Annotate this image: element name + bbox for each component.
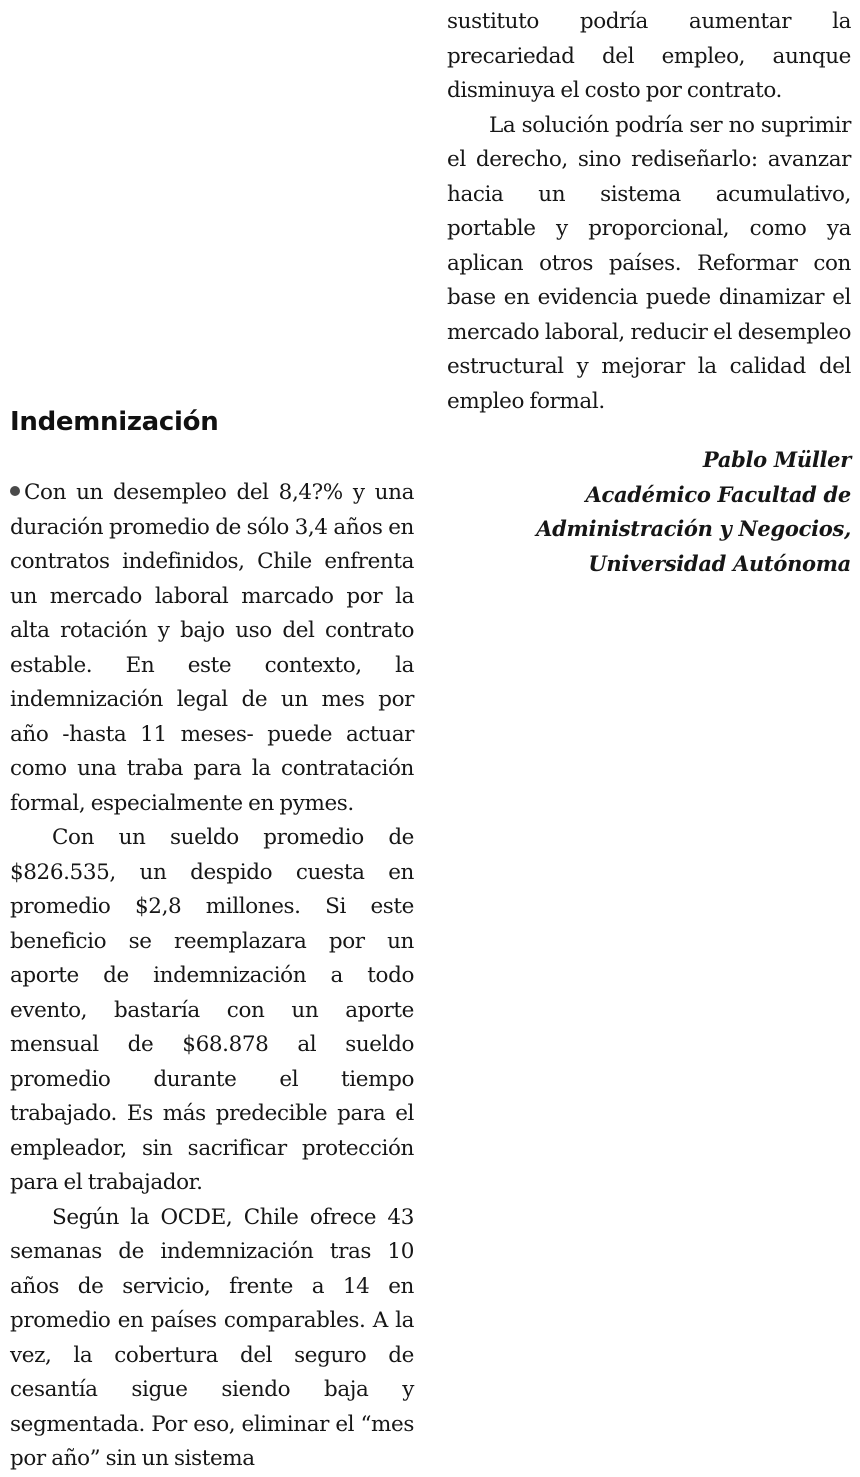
author-role-line-2: Administración y Negocios,	[536, 516, 851, 541]
author-name: Pablo Müller	[702, 447, 851, 472]
author-role-line-1: Académico Facultad de	[585, 481, 851, 507]
paragraph-5: La solución podría ser no suprimir el derecho, sino rediseñarlo: avanzar hacia un sistema acumulativo, portable y proporcional, como ya aplican otros países. Reformar con base en evidencia puede dinamizar el mercado laboral, reducir el desempleo estructural y mejorar la calidad del empleo formal.	[447, 112, 851, 414]
paragraph-1-text: Con un desempleo del 8,4?% y una duración promedio de sólo 3,4 años en contratos indefinidos, Chile enfrenta un mercado laboral marcado por la alta rotación y bajo uso del contrato estable. En este contexto, la indemnización legal de un mes por año -hasta 11 meses- puede actuar como una traba para la contratación formal, especialmente en pymes.	[10, 480, 414, 816]
left-body	[10, 476, 414, 1477]
article-heading: Indemnización	[10, 407, 219, 437]
paragraph-1	[10, 476, 414, 821]
author-institution: Universidad Autónoma	[588, 550, 851, 576]
bullet-icon	[10, 486, 20, 496]
paragraph-2: Con un sueldo promedio de $826.535, un despido cuesta en promedio $2,8 millones. Si este beneficio se reemplazara por un aporte de indemnización a todo evento, bastaría con un aporte mensual de $68.878 al sueldo promedio durante el tiempo trabajado. Es más predecible para el empleador, sin sacrificar protección para el trabajador.	[10, 825, 414, 1195]
author-signature	[536, 443, 851, 581]
paragraph-3: Según la OCDE, Chile ofrece 43 semanas de indemnización tras 10 años de servicio, frente a 14 en promedio en países comparables. A la vez, la cobertura del seguro de cesantía sigue siendo baja y segmentada. Por eso, eliminar el “mes por año” sin un sistema	[10, 1204, 414, 1471]
right-body	[447, 5, 851, 419]
paragraph-4: sustituto podría aumentar la precariedad del empleo, aunque disminuya el costo por contrato.	[447, 9, 851, 103]
